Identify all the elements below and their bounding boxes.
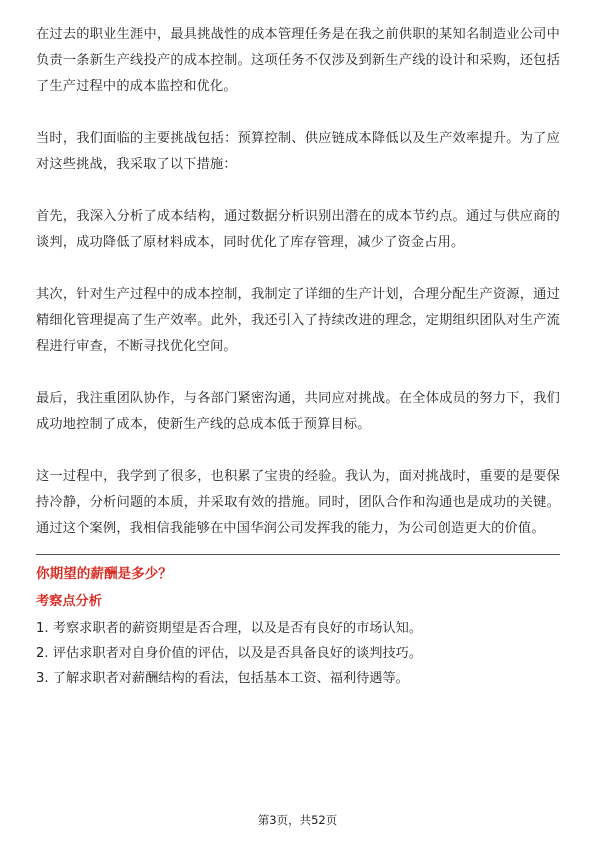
question-title: 你期望的薪酬是多少？ (36, 566, 172, 582)
analysis-item: 2. 评估求职者对自身价值的评估，以及是否具备良好的谈判技巧。 (36, 646, 423, 661)
analysis-item: 3. 了解求职者对薪酬结构的看法，包括基本工资、福利待遇等。 (36, 671, 409, 686)
answer-paragraph: 最后，我注重团队协作，与各部门紧密沟通，共同应对挑战。在全体成员的努力下，我们成功地控制了成本，使新生产线的总成本低于预算目标。 (36, 391, 560, 432)
answer-paragraph: 当时，我们面临的主要挑战包括：预算控制、供应链成本降低以及生产效率提升。为了应对这些挑战，我采取了以下措施： (36, 131, 560, 172)
document-body (36, 22, 560, 691)
analysis-heading: 考察点分析 (36, 594, 102, 609)
section-divider (36, 554, 560, 555)
answer-paragraph: 其次，针对生产过程中的成本控制，我制定了详细的生产计划，合理分配生产资源，通过精细化管理提高了生产效率。此外，我还引入了持续改进的理念，定期组织团队对生产流程进行审查，不断寻找优化空间。 (36, 287, 560, 354)
answer-paragraph: 在过去的职业生涯中，最具挑战性的成本管理任务是在我之前供职的某知名制造业公司中负责一条新生产线投产的成本控制。这项任务不仅涉及到新生产线的设计和采购，还包括了生产过程中的成本监控和优化。 (36, 27, 560, 94)
page-number: 第3页，共52页 (257, 813, 338, 827)
analysis-item: 1. 考察求职者的薪资期望是否合理，以及是否有良好的市场认知。 (36, 621, 423, 636)
answer-paragraph: 首先，我深入分析了成本结构，通过数据分析识别出潜在的成本节约点。通过与供应商的谈判，成功降低了原材料成本，同时优化了库存管理，减少了资金占用。 (36, 209, 560, 250)
answer-paragraph: 这一过程中，我学到了很多，也积累了宝贵的经验。我认为，面对挑战时，重要的是要保持冷静，分析问题的本质，并采取有效的措施。同时，团队合作和沟通也是成功的关键。通过这个案例，我相信我能够在中国华润公司发挥我的能力，为公司创造更大的价值。 (36, 469, 560, 536)
